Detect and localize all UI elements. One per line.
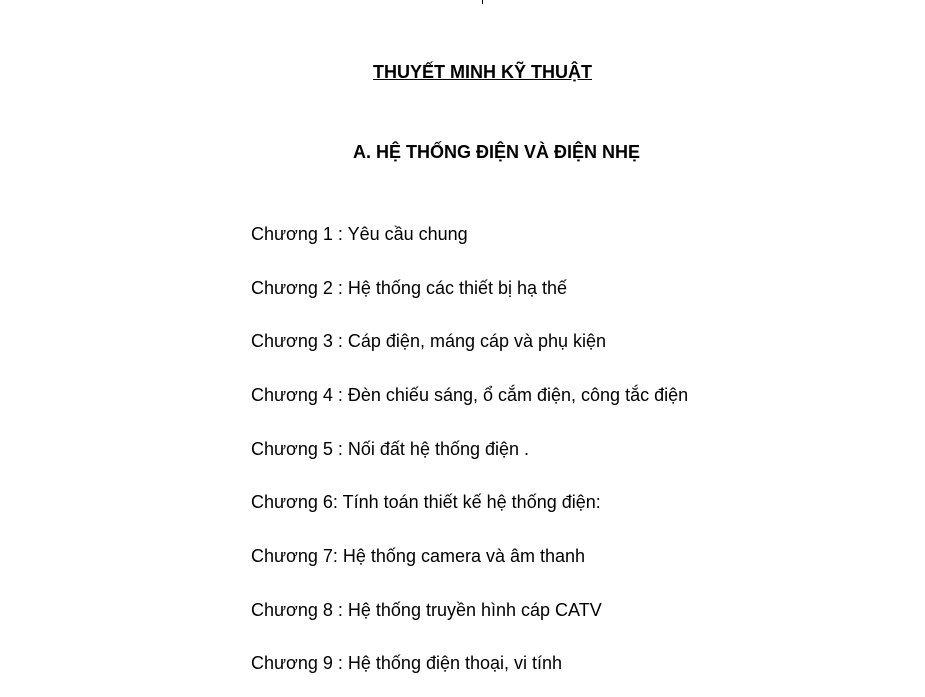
chapter-item: Chương 1 : Yêu cầu chung bbox=[251, 224, 468, 244]
chapter-item: Chương 8 : Hệ thống truyền hình cáp CATV bbox=[251, 600, 602, 620]
chapter-item: Chương 7: Hệ thống camera và âm thanh bbox=[251, 546, 586, 566]
chapter-item: Chương 2 : Hệ thống các thiết bị hạ thế bbox=[251, 278, 568, 298]
document-title: THUYẾT MINH KỸ THUẬT bbox=[373, 62, 592, 82]
section-heading: A. HỆ THỐNG ĐIỆN VÀ ĐIỆN NHẸ bbox=[352, 142, 641, 162]
chapter-item: Chương 4 : Đèn chiếu sáng, ổ cắm điện, công tắc điện bbox=[251, 385, 689, 405]
chapter-item: Chương 9 : Hệ thống điện thoại, vi tính bbox=[251, 653, 563, 673]
chapter-item: Chương 5 : Nối đất hệ thống điện . bbox=[251, 439, 530, 459]
chapter-item: Chương 3 : Cáp điện, máng cáp và phụ kiện bbox=[251, 331, 607, 351]
page-marker bbox=[482, 0, 483, 4]
chapter-item: Chương 6: Tính toán thiết kế hệ thống điện: bbox=[251, 492, 601, 512]
